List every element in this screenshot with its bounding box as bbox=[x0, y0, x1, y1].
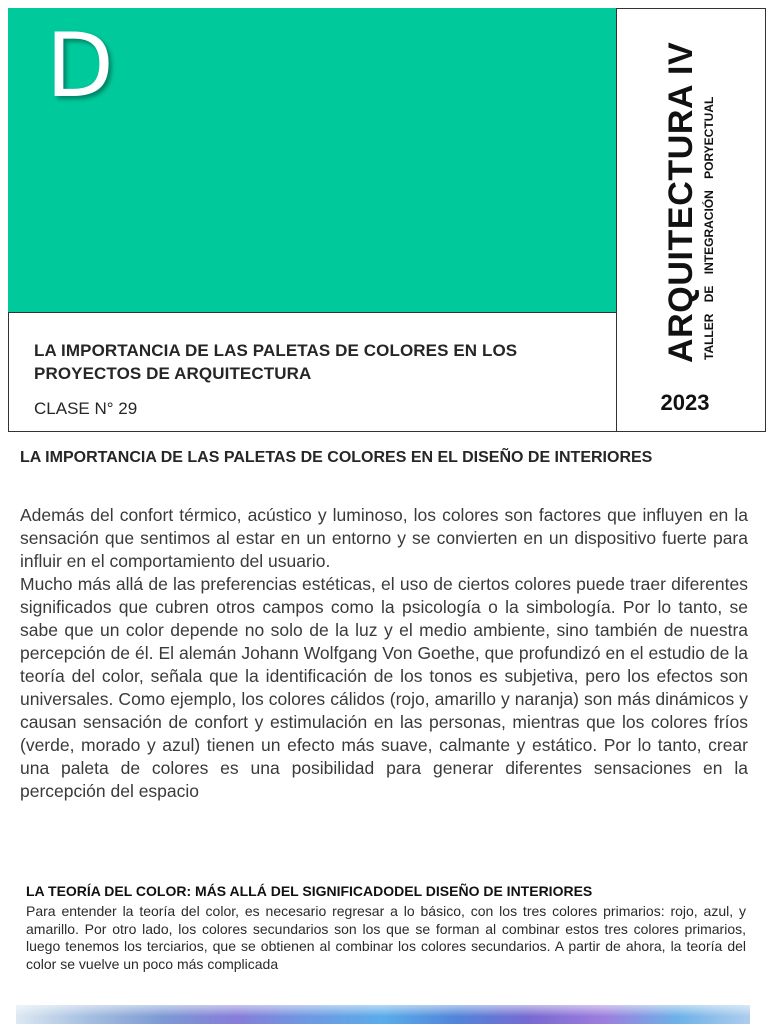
cover-color-panel bbox=[8, 8, 617, 313]
course-subtitle: TALLER DE INTEGRACIÓN PORYECTUAL bbox=[702, 96, 716, 360]
course-title: ARQUITECTURA IV bbox=[662, 41, 700, 363]
watercolor-image bbox=[16, 1005, 750, 1024]
body-paragraph-perception: Mucho más allá de las preferencias estéticas, el uso de ciertos colores puede traer diferentes significados que cubren otros campos como la psicología o la simbología. Por lo tanto, se sabe que un color depende no solo de la luz y el medio ambiente, sino también de nuestra percepción de él. El alemán Johann Wolfgang Von Goethe, que profundizó en el estudio de la teoría del color, señala que la identificación de los tonos es subjetiva, pero los efectos son universales. Como ejemplo, los colores cálidos (rojo, amarillo y naranja) son más dinámicos y causan sensación de confort y estimulación en las personas, mientras que los colores fríos (verde, morado y azul) tienen un efecto más suave, calmante y estático. Por lo tanto, crear una paleta de colores es una posibilidad para generar diferentes sensaciones en la percepción del espacio bbox=[20, 574, 748, 801]
section-heading-color-theory: LA TEORÍA DEL COLOR: MÁS ALLÁ DEL SIGNIFICADODEL DISEÑO DE INTERIORES bbox=[26, 883, 593, 899]
document-title: LA IMPORTANCIA DE LAS PALETAS DE COLORES EN LOS PROYECTOS DE ARQUITECTURA bbox=[34, 341, 518, 383]
body-paragraph-comfort: Además del confort térmico, acústico y luminoso, los colores son factores que influyen en la sensación que sentimos al estar en un entorno y se convierten en un dispositivo fuerte para influir en el comportamiento del usuario. bbox=[20, 505, 748, 571]
vertical-title-area bbox=[617, 8, 766, 368]
course-side-column bbox=[617, 8, 766, 432]
section-heading-interiors: LA IMPORTANCIA DE LAS PALETAS DE COLORES EN EL DISEÑO DE INTERIORES bbox=[20, 449, 653, 466]
course-year: 2023 bbox=[660, 390, 710, 415]
class-number: CLASE N° 29 bbox=[34, 399, 138, 418]
cover-letter: D bbox=[46, 14, 114, 117]
body-paragraph-color-theory: Para entender la teoría del color, es necesario regresar a lo básico, con los tres colores primarios: rojo, azul, y amarillo. Por otro lado, los colores secundarios son los que se forman al combinar estos tres colores primarios, luego tenemos los terciarios, que se obtienen al combinar los colores secundarios. A partir de ahora, la teoría del color se vuelve un poco más complicada bbox=[26, 903, 746, 972]
title-box bbox=[8, 313, 617, 432]
